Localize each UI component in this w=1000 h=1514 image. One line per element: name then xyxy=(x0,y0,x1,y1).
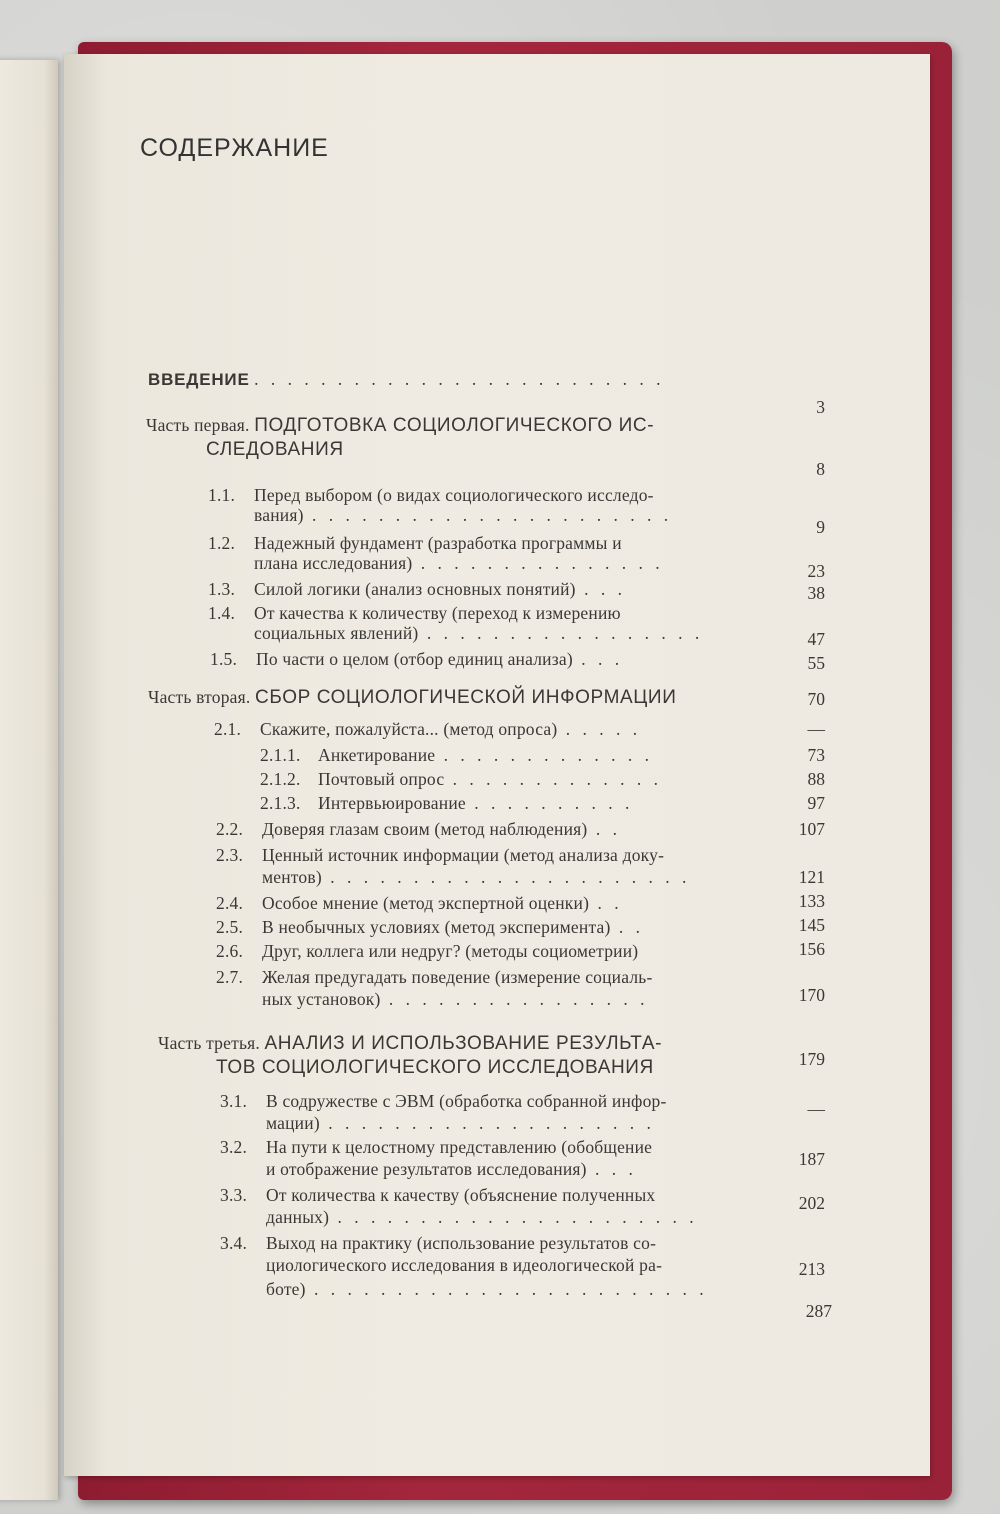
part1-page: 8 xyxy=(816,459,825,479)
part2-title: СБОР СОЦИОЛОГИЧЕСКОЙ ИНФОРМАЦИИ xyxy=(255,687,677,708)
toc-item: 1.4. От качества к количеству (переход к измерению xyxy=(208,603,621,623)
toc-item-page: 213 xyxy=(798,1259,825,1279)
toc-item: 3.2. На пути к целостному представлению (обобщение xyxy=(220,1137,653,1157)
toc-item: 2.6. Друг, коллега или недруг? (методы социометрии) xyxy=(216,941,639,961)
part1-prefix: Часть первая. xyxy=(146,415,250,435)
toc-item-page: 187 xyxy=(798,1149,825,1169)
toc-intro-label: ВВЕДЕНИЕ xyxy=(148,370,250,389)
part2-prefix: Часть вторая. xyxy=(148,687,251,707)
page-title: СОДЕРЖАНИЕ xyxy=(140,134,329,162)
toc-item-page: — xyxy=(807,719,825,739)
toc-item-page: 170 xyxy=(798,985,825,1005)
part1-title-line2: СЛЕДОВАНИЯ xyxy=(206,439,344,460)
toc-item-page: 73 xyxy=(807,745,825,765)
toc-item: 2.4. Особое мнение (метод экспертной оценки) . . xyxy=(216,893,623,913)
toc-part1-heading xyxy=(146,414,654,437)
toc-intro-page: 3 xyxy=(816,397,825,417)
part3-prefix: Часть третья. xyxy=(158,1033,260,1053)
toc-item-page: 88 xyxy=(807,769,825,789)
toc-item-page: 23 xyxy=(807,561,825,581)
contents-page: СОДЕРЖАНИЕ ВВЕДЕНИЕ . . . . . . . . . . . . . . . . . . . . . . . . . 3 Часть первая. ПОДГОТОВКА СОЦИОЛОГИЧЕСКОГО ИС- СЛЕДОВАНИЯ 8 1.1. Перед выбором (о видах социологического исследо- вания) . . . . . . . . . . . . . . . . . . . . . . 9 1.2. Надежный фундамент (разработка программы и плана исследования) . . . . . . . . . . . . . . . 23 1.3. Силой логики (анализ основных понятий) . . . 38 1.4. От качества к количеству (переход к измерению социальных явлений) . . . . . . . . . . . . . . . . . 47 1.5. По части о целом (отбор единиц анализа) . . . 55 Часть вторая. СБОР СОЦИОЛОГИЧЕСКОЙ ИНФОРМАЦИИ 70 2.1. Скажите, пожалуйста... (метод опроса) . . . . . — 2.1.1. Анкетирование . . . . . . . . . . . . . 73 2.1.2. Почтовый опрос . . . . . . . . . . . . . 88 2.1.3. Интервьюирование . . . . . . . . . . 97 2.2. Доверяя глазам своим (метод наблюдения) . . 107 2.3. Ценный источник информации (метод анализа доку- ментов) . . . . . . . . . . . . . . . . . . . . . . 121 2.4. Особое мнение (метод экспертной оценки) . . 133 2.5. В необычных условиях (метод эксперимента) . . 145 2.6. Друг, коллега или недруг? (методы социометрии) 156 2.7. Желая предугадать поведение (измерение социаль- ных установок) . . . . . . . . . . . . . . . . 170 Часть третья. АНАЛИЗ И ИСПОЛЬЗОВАНИЕ РЕЗУЛЬТА- ТОВ СОЦИОЛОГИЧЕСКОГО ИССЛЕДОВАНИЯ 179 3.1. В содружестве с ЭВМ (обработка собранной инфор- мации) . . . . . . . . . . . . . . . . . . . . — 3.2. На пути к целостному представлению (обобщение и отображение результатов исследования) . . . 187 3.3. От количества к качеству (объяснение полученных данных) . . . . . . . . . . . . . . . . . . . . . . 202 3.4. Выход на практику (использование результатов со- циологического исследования в идеологической ра- боте) . . . . . . . . . . . . . . . . . . . . . . . . 213 287 xyxy=(64,54,930,1476)
toc-item-page: 107 xyxy=(798,819,825,839)
toc-part3-heading xyxy=(158,1032,662,1055)
toc-item: 2.5. В необычных условиях (метод эксперимента) . . xyxy=(216,917,645,937)
part3-title-line2: ТОВ СОЦИОЛОГИЧЕСКОГО ИССЛЕДОВАНИЯ xyxy=(216,1057,654,1078)
toc-item: 2.1.2. Почтовый опрос . . . . . . . . . . . . . xyxy=(260,769,663,789)
page-number: 287 xyxy=(805,1301,832,1321)
left-page-edge xyxy=(0,60,58,1500)
toc-item-page: 9 xyxy=(816,517,825,537)
toc-item: 3.1. В содружестве с ЭВМ (обработка собранной инфор- xyxy=(220,1091,667,1111)
toc-item: 1.2. Надежный фундамент (разработка программы и xyxy=(208,533,622,553)
toc-item: 1.5. По части о целом (отбор единиц анализа) . . . xyxy=(210,649,624,669)
toc-item-page: 145 xyxy=(798,915,825,935)
toc-item-page: 47 xyxy=(807,629,825,649)
toc-item-page: 38 xyxy=(807,583,825,603)
toc-item-page: 202 xyxy=(798,1193,825,1213)
toc-item: 2.3. Ценный источник информации (метод анализа доку- xyxy=(216,845,665,865)
toc-item: 1.1. Перед выбором (о видах социологического исследо- xyxy=(208,485,654,505)
toc-item-page: 97 xyxy=(807,793,825,813)
toc-intro: ВВЕДЕНИЕ . . . . . . . . . . . . . . . . . . . . . . . . . xyxy=(148,369,665,389)
toc-item-page: 121 xyxy=(798,867,825,887)
toc-part2-heading xyxy=(148,686,676,709)
part3-page: 179 xyxy=(798,1049,825,1069)
toc-item: 1.3. Силой логики (анализ основных понятий) . . . xyxy=(208,579,626,599)
toc-item: 2.7. Желая предугадать поведение (измерение социаль- xyxy=(216,967,653,987)
part1-title-line1: ПОДГОТОВКА СОЦИОЛОГИЧЕСКОГО ИС- xyxy=(254,415,655,436)
toc-item-page: 156 xyxy=(798,939,825,959)
part3-title-line1: АНАЛИЗ И ИСПОЛЬЗОВАНИЕ РЕЗУЛЬТА- xyxy=(264,1033,663,1054)
toc-item: 2.1.1. Анкетирование . . . . . . . . . . . . . xyxy=(260,745,653,765)
toc-item: 2.1.3. Интервьюирование . . . . . . . . . . xyxy=(260,793,634,813)
toc-item: 3.3. От количества к качеству (объяснение полученных xyxy=(220,1185,656,1205)
toc-item-page: 55 xyxy=(807,653,825,673)
toc-item: 2.1. Скажите, пожалуйста... (метод опроса) . . . . . xyxy=(214,719,642,739)
toc-item: 3.4. Выход на практику (использование результатов со- xyxy=(220,1233,657,1253)
toc-item: 2.2. Доверяя глазам своим (метод наблюдения) . . xyxy=(216,819,621,839)
toc-item-page: — xyxy=(807,1099,825,1119)
toc-item-page: 133 xyxy=(798,891,825,911)
part2-page: 70 xyxy=(807,689,825,709)
